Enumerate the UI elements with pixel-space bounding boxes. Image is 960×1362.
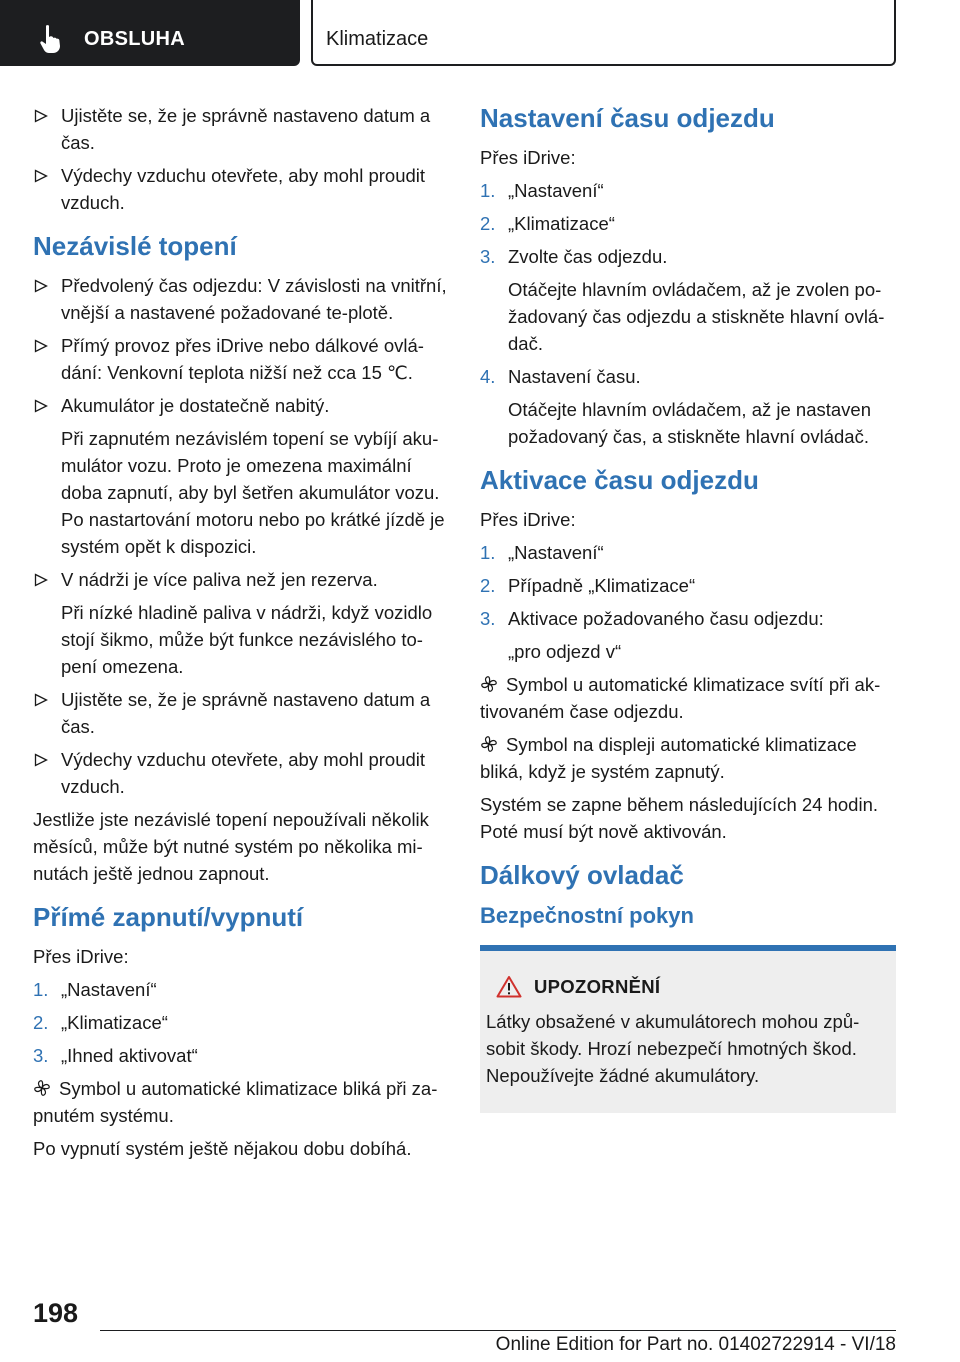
step-note: „pro odjezd v“ bbox=[508, 641, 622, 662]
numbered-step bbox=[480, 605, 896, 632]
step-number: 1. bbox=[480, 180, 496, 201]
right-column bbox=[480, 102, 896, 1113]
via-idrive: Přes iDrive: bbox=[33, 946, 129, 967]
step-number: 2. bbox=[33, 1012, 49, 1033]
warning-triangle-icon bbox=[496, 975, 522, 998]
step-number: 3. bbox=[480, 608, 496, 629]
step-text: „Klimatizace“ bbox=[508, 213, 615, 234]
step-number: 2. bbox=[480, 575, 496, 596]
bullet-triangle-icon bbox=[34, 693, 48, 707]
fan-note-text: Symbol na displeji automatické klimatizace bliká, když je systém zapnutý. bbox=[480, 734, 857, 782]
step-text: „Nastavení“ bbox=[508, 542, 604, 563]
bullet-item bbox=[33, 566, 448, 593]
footer-divider bbox=[100, 1330, 896, 1331]
numbered-step bbox=[480, 539, 896, 566]
numbered-step bbox=[480, 177, 896, 204]
step-text: „Klimatizace“ bbox=[61, 1012, 168, 1033]
bullet-item bbox=[33, 746, 448, 800]
numbered-step bbox=[480, 243, 896, 270]
bullet-item bbox=[33, 102, 448, 156]
fan-symbol-note bbox=[480, 671, 896, 725]
fan-note-text: Symbol u automatické klimatizace svítí při ak‐tivovaném čase odjezdu. bbox=[480, 674, 881, 722]
heading-activate-departure-time: Aktivace času odjezdu bbox=[480, 465, 759, 495]
step-text: „Nastavení“ bbox=[61, 979, 157, 1000]
bullet-triangle-icon bbox=[34, 573, 48, 587]
warning-text: Látky obsažené v akumulátorech mohou způ‐sobit škody. Hrozí nebezpečí hmotných škod. Nepoužívejte žádné akumulátory. bbox=[486, 1011, 860, 1086]
bullet-triangle-icon bbox=[34, 339, 48, 353]
bullet-text: Předvolený čas odjezdu: V závislosti na vnitřní, vnější a nastavené požadované te‐plotě. bbox=[61, 275, 447, 323]
step-text: „Nastavení“ bbox=[508, 180, 604, 201]
heading-set-departure-time: Nastavení času odjezdu bbox=[480, 103, 775, 133]
heading-independent-heating: Nezávislé topení bbox=[33, 231, 237, 261]
via-idrive: Přes iDrive: bbox=[480, 147, 576, 168]
step-number: 2. bbox=[480, 213, 496, 234]
fan-icon bbox=[480, 675, 498, 693]
bullet-text: V nádrži je více paliva než jen rezerva. bbox=[61, 569, 378, 590]
numbered-step bbox=[480, 572, 896, 599]
left-column bbox=[33, 102, 448, 1168]
step-text: „Ihned aktivovat“ bbox=[61, 1045, 198, 1066]
bullet-text: Výdechy vzduchu otevřete, aby mohl proudit vzduch. bbox=[61, 165, 426, 213]
numbered-step bbox=[480, 210, 896, 237]
paragraph: Jestliže jste nezávislé topení nepoužívali několik měsíců, může být nutné systém po několika mi‐nutách ještě jednou zapnout. bbox=[33, 809, 429, 884]
heading-safety-note: Bezpečnostní pokyn bbox=[480, 903, 694, 928]
numbered-step bbox=[33, 1042, 448, 1069]
bullet-triangle-icon bbox=[34, 109, 48, 123]
bullet-item bbox=[33, 686, 448, 740]
fan-icon bbox=[33, 1079, 51, 1097]
warning-title bbox=[486, 973, 888, 1000]
chapter-title: Klimatizace bbox=[326, 28, 429, 50]
numbered-step bbox=[480, 363, 896, 390]
bullet-text: Přímý provoz přes iDrive nebo dálkové ovlá‐dání: Venkovní teplota nižší než cca 15 ℃. bbox=[61, 335, 424, 383]
paragraph: Systém se zapne během následujících 24 hodin. Poté musí být nově aktivován. bbox=[480, 794, 878, 842]
bullet-triangle-icon bbox=[34, 169, 48, 183]
bullet-text: Ujistěte se, že je správně nastaveno datum a čas. bbox=[61, 689, 431, 737]
step-number: 3. bbox=[33, 1045, 49, 1066]
warning-box bbox=[480, 945, 896, 1113]
fan-symbol-note bbox=[480, 731, 896, 785]
heading-remote-control: Dálkový ovladač bbox=[480, 860, 684, 890]
warning-label: UPOZORNĚNÍ bbox=[534, 976, 661, 997]
paragraph: Po vypnutí systém ještě nějakou dobu dobíhá. bbox=[33, 1138, 412, 1159]
bullet-triangle-icon bbox=[34, 279, 48, 293]
numbered-step bbox=[33, 1009, 448, 1036]
step-note: Otáčejte hlavním ovládačem, až je zvolen po‐žadovaný čas odjezdu a stiskněte hlavní ovlá‐dač. bbox=[508, 279, 885, 354]
bullet-text: Výdechy vzduchu otevřete, aby mohl proudit vzduch. bbox=[61, 749, 426, 797]
edition-text: Online Edition for Part no. 01402722914 - VI/18 bbox=[495, 1334, 896, 1355]
step-text: Případně „Klimatizace“ bbox=[508, 575, 696, 596]
fan-icon bbox=[480, 735, 498, 753]
bullet-item bbox=[33, 162, 448, 216]
bullet-item bbox=[33, 332, 448, 386]
numbered-step bbox=[33, 976, 448, 1003]
bullet-triangle-icon bbox=[34, 399, 48, 413]
bullet-note: Při zapnutém nezávislém topení se vybíjí aku‐mulátor vozu. Proto je omezena maximální doba zapnutí, aby byl šetřen akumulátor vozu. Po nastartování motoru nebo po krátké jízdě je systém opět k dispozici. bbox=[61, 428, 445, 557]
step-note: Otáčejte hlavním ovládačem, až je nastaven požadovaný čas, a stiskněte hlavní ovládač. bbox=[508, 399, 871, 447]
bullet-note: Při nízké hladině paliva v nádrži, když vozidlo stojí šikmo, může být funkce nezávislého to‐pení omezena. bbox=[61, 602, 433, 677]
bullet-item bbox=[33, 272, 448, 326]
bullet-triangle-icon bbox=[34, 753, 48, 767]
via-idrive: Přes iDrive: bbox=[480, 509, 576, 530]
page-number: 198 bbox=[33, 1298, 79, 1328]
step-text: Zvolte čas odjezdu. bbox=[508, 246, 668, 267]
step-text: Aktivace požadovaného času odjezdu: bbox=[508, 608, 824, 629]
section-label: OBSLUHA bbox=[84, 28, 185, 50]
step-text: Nastavení času. bbox=[508, 366, 641, 387]
step-number: 4. bbox=[480, 366, 496, 387]
bullet-text: Akumulátor je dostatečně nabitý. bbox=[61, 395, 330, 416]
bullet-text: Ujistěte se, že je správně nastaveno datum a čas. bbox=[61, 105, 431, 153]
step-number: 1. bbox=[33, 979, 49, 1000]
bullet-item bbox=[33, 392, 448, 419]
hand-pointer-icon bbox=[38, 24, 64, 54]
step-number: 3. bbox=[480, 246, 496, 267]
heading-direct-switch: Přímé zapnutí/vypnutí bbox=[33, 902, 304, 932]
step-number: 1. bbox=[480, 542, 496, 563]
fan-note-text: Symbol u automatické klimatizace bliká při za‐pnutém systému. bbox=[33, 1078, 438, 1126]
fan-symbol-note bbox=[33, 1075, 448, 1129]
